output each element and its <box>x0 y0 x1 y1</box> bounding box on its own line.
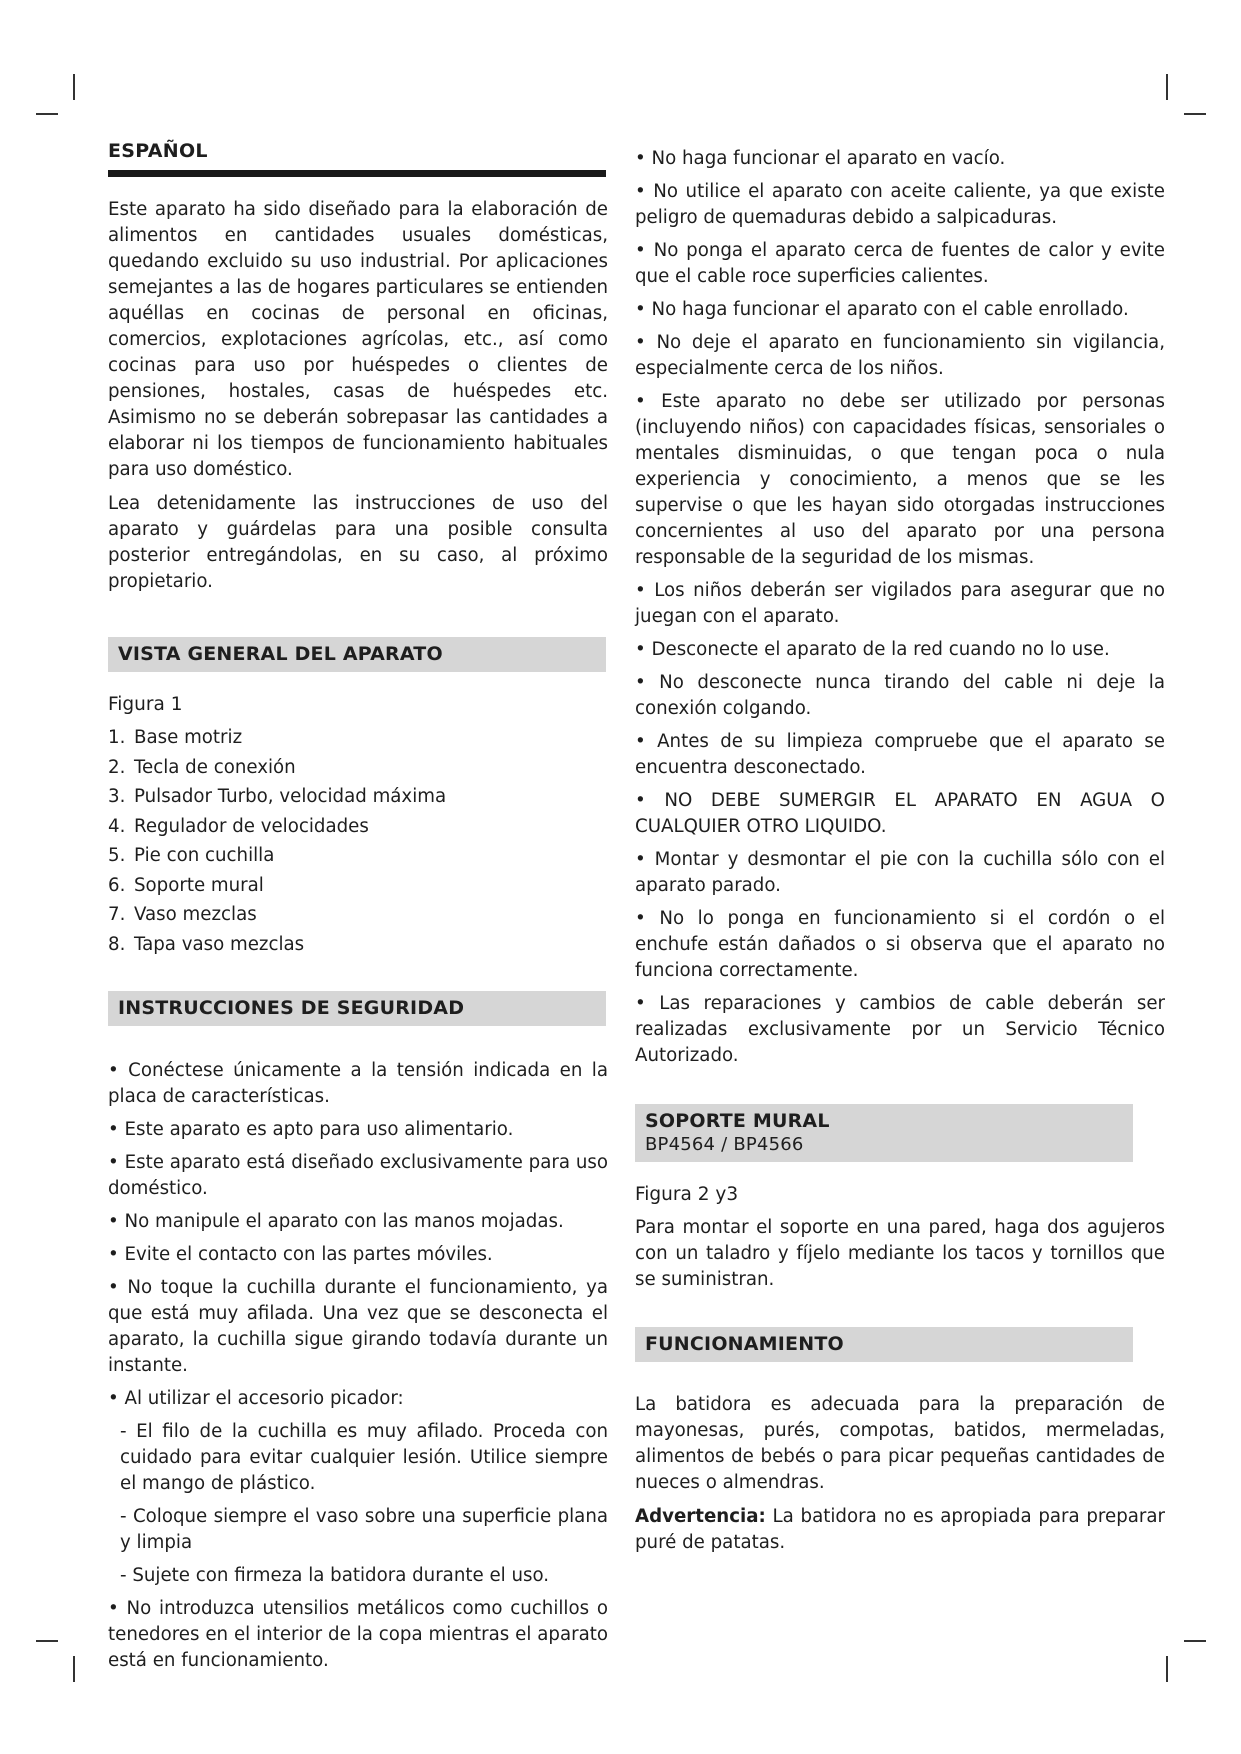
list-item: • No utilice el aparato con aceite caliente, ya que existe peligro de quemaduras debido a salpicaduras. <box>635 179 1165 231</box>
figure-label: Figura 2 y3 <box>635 1184 739 1205</box>
sub-item: - El filo de la cuchilla es muy afilado. Proceda con cuidado para evitar cualquier lesión. Utilice siempre el mango de plástico. <box>120 1421 608 1494</box>
section-heading-safety: INSTRUCCIONES DE SEGURIDAD <box>108 991 606 1026</box>
crop-mark <box>36 113 58 115</box>
list-item: • Este aparato está diseñado exclusivamente para uso doméstico. <box>108 1150 608 1202</box>
list-item: • Evite el contacto con las partes móviles. <box>108 1242 608 1268</box>
list-item: • No manipule el aparato con las manos mojadas. <box>108 1209 608 1235</box>
list-item: • No desconecte nunca tirando del cable ni deje la conexión colgando. <box>635 670 1165 722</box>
list-item: • No haga funcionar el aparato con el cable enrollado. <box>635 297 1165 323</box>
crop-mark <box>1184 113 1206 115</box>
safety-list <box>108 1058 608 1412</box>
language-heading: ESPAÑOL <box>108 140 606 177</box>
list-item: • Las reparaciones y cambios de cable deberán ser realizadas exclusivamente por un Servicio Técnico Autorizado. <box>635 991 1165 1069</box>
list-item: • No lo ponga en funcionamiento si el cordón o el enchufe están dañados o si observa que el aparato no funciona correctamente. <box>635 906 1165 984</box>
section-heading-overview: VISTA GENERAL DEL APARATO <box>108 637 606 672</box>
crop-mark <box>1166 1656 1168 1682</box>
sub-item: - Coloque siempre el vaso sobre una superficie plana y limpia <box>120 1506 608 1553</box>
figure-label: Figura 1 <box>108 694 183 715</box>
intro-paragraph: Lea detenidamente las instrucciones de uso del aparato y guárdelas para una posible consulta posterior entregándolas, en su caso, al próximo propietario. <box>108 493 608 592</box>
crop-mark <box>1166 74 1168 100</box>
model-numbers: BP4564 / BP4566 <box>645 1134 804 1155</box>
list-item: • Antes de su limpieza compruebe que el aparato se encuentra desconectado. <box>635 729 1165 781</box>
warning-text: La batidora no es apropiada para preparar puré de patatas. <box>635 1506 1165 1553</box>
list-item: 3. Pulsador Turbo, velocidad máxima <box>108 786 447 807</box>
list-item: 4. Regulador de velocidades <box>108 815 369 837</box>
section-title: SOPORTE MURAL <box>645 1110 830 1132</box>
list-item: 8. Tapa vaso mezclas <box>108 933 305 955</box>
crop-mark <box>73 1656 75 1682</box>
list-item: 7. Vaso mezclas <box>108 904 257 925</box>
list-item: • No introduzca utensilios metálicos como cuchillos o tenedores en el interior de la copa mientras el aparato está en funcionamiento. <box>108 1596 608 1674</box>
list-item: • Desconecte el aparato de la red cuando no lo use. <box>635 637 1165 663</box>
intro-paragraph: Este aparato ha sido diseñado para la elaboración de alimentos en cantidades usuales domésticas, quedando excluido su uso industrial. Por aplicaciones semejantes a las de hogares particulares se entienden aquéllas en cocinas de personal en oficinas, comercios, explotaciones agrícolas, etc., así como cocinas para uso por huéspedes o clientes de pensiones, hostales, casas de huéspedes etc. Asimismo no se deberán sobrepasar las cantidades a elaborar ni los tiempos de funcionamiento habituales para uso doméstico. <box>108 199 608 480</box>
warning-label: Advertencia: <box>635 1506 766 1527</box>
list-item: • No haga funcionar el aparato en vacío. <box>635 146 1165 172</box>
list-item: • Este aparato no debe ser utilizado por personas (incluyendo niños) con capacidades físicas, sensoriales o mentales disminuidas, o que tengan poca o nula experiencia y conocimiento, a menos que se les supervise o que les hayan sido otorgadas instrucciones concernientes al uso del aparato por una persona responsable de la seguridad de los mismas. <box>635 389 1165 571</box>
crop-mark <box>73 74 75 100</box>
list-item: 5. Pie con cuchilla <box>108 845 275 866</box>
crop-mark <box>1184 1640 1206 1642</box>
list-item: • Este aparato es apto para uso alimentario. <box>108 1117 608 1143</box>
section-heading-wall-mount <box>635 1104 1133 1162</box>
parts-list <box>108 725 608 958</box>
list-item: • Montar y desmontar el pie con la cuchilla sólo con el aparato parado. <box>635 847 1165 899</box>
sub-item: - Sujete con firmeza la batidora durante el uso. <box>120 1565 550 1586</box>
safety-list <box>635 146 1165 1069</box>
list-item: 1. Base motriz <box>108 727 243 748</box>
list-item: • No toque la cuchilla durante el funcionamiento, ya que está muy afilada. Una vez que se desconecta el aparato, la cuchilla sigue girando todavía durante un instante. <box>108 1275 608 1379</box>
warning-paragraph <box>635 1504 1165 1556</box>
list-item: • Los niños deberán ser vigilados para asegurar que no juegan con el aparato. <box>635 578 1165 630</box>
section-heading-operation: FUNCIONAMIENTO <box>635 1327 1133 1362</box>
list-item: • No deje el aparato en funcionamiento sin vigilancia, especialmente cerca de los niños. <box>635 330 1165 382</box>
list-item: • No ponga el aparato cerca de fuentes de calor y evite que el cable roce superficies calientes. <box>635 238 1165 290</box>
left-column <box>108 140 608 1681</box>
operation-text: La batidora es adecuada para la preparación de mayonesas, purés, compotas, batidos, mermeladas, alimentos de bebés o para picar pequeñas cantidades de nueces o almendras. <box>635 1394 1165 1493</box>
list-item: • Al utilizar el accesorio picador: <box>108 1386 608 1412</box>
list-item: 2. Tecla de conexión <box>108 756 296 778</box>
list-item: • NO DEBE SUMERGIR EL APARATO EN AGUA O CUALQUIER OTRO LIQUIDO. <box>635 788 1165 840</box>
safety-list-continued <box>108 1596 608 1674</box>
list-item: 6. Soporte mural <box>108 874 264 896</box>
wall-mount-text: Para montar el soporte en una pared, haga dos agujeros con un taladro y fíjelo mediante los tacos y tornillos que se suministran. <box>635 1217 1165 1290</box>
crop-mark <box>36 1640 58 1642</box>
list-item: • Conéctese únicamente a la tensión indicada en la placa de características. <box>108 1058 608 1110</box>
right-column <box>635 146 1165 1564</box>
